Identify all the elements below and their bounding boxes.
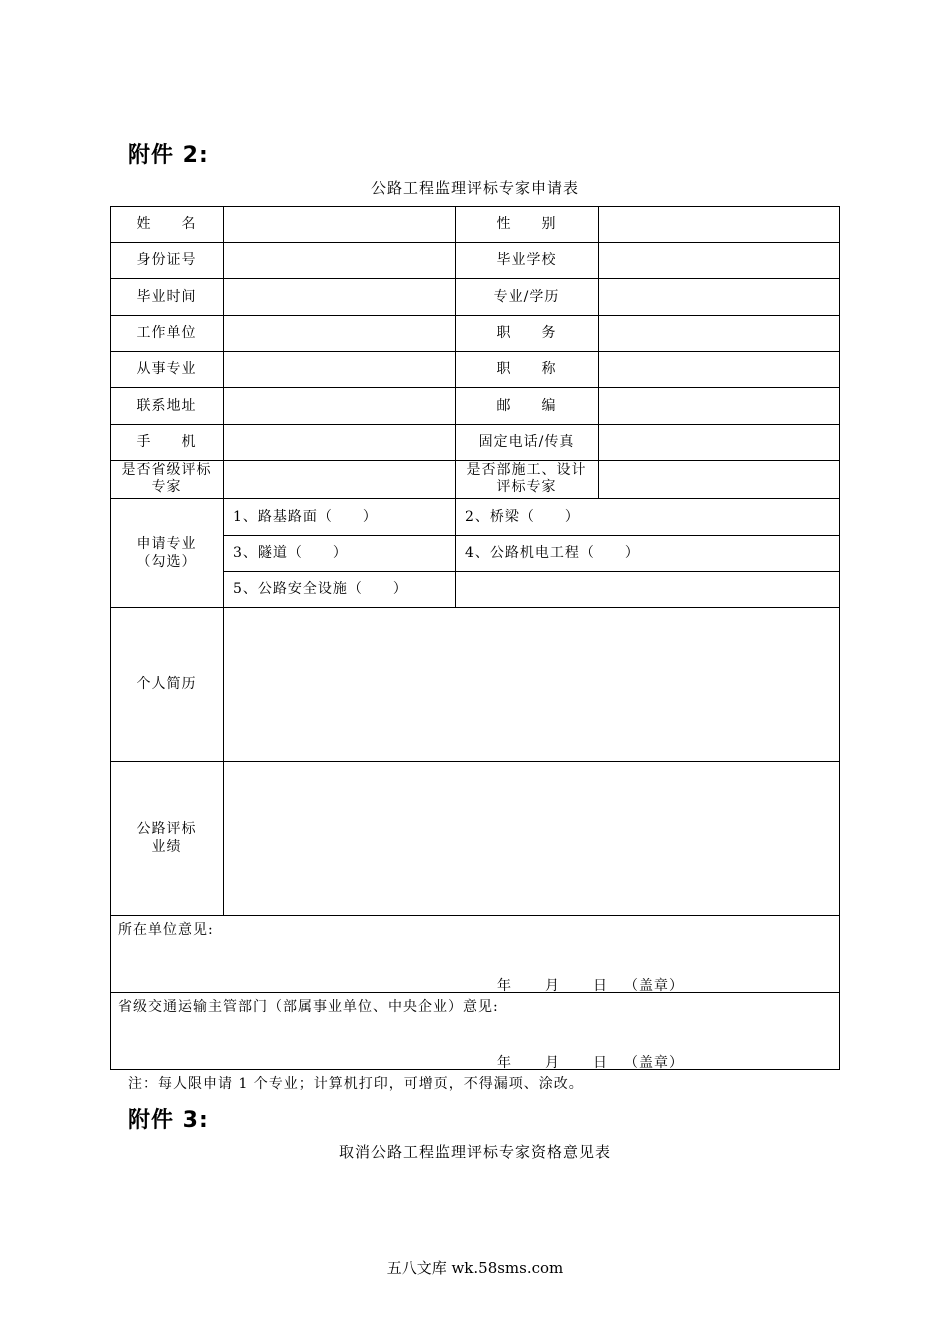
label-bid-performance-line1: 公路评标 bbox=[136, 821, 197, 837]
label-profession: 从事专业 bbox=[136, 361, 197, 377]
major-option-safety-facilities[interactable]: 5、公路安全设施（ ） bbox=[233, 581, 408, 597]
attachment-3-heading: 附件 3: bbox=[128, 1108, 209, 1133]
major-option-electromechanical[interactable]: 4、公路机电工程（ ） bbox=[465, 545, 640, 561]
label-gender: 性 别 bbox=[496, 216, 557, 232]
attachment-3-title: 取消公路工程监理评标专家资格意见表 bbox=[338, 1143, 611, 1161]
unit-opinion-date: 年 月 日 bbox=[497, 978, 609, 994]
label-unit-opinion: 所在单位意见: bbox=[118, 922, 214, 938]
label-ministry-expert: 是否部施工、设计评标专家 bbox=[466, 462, 587, 495]
label-address: 联系地址 bbox=[136, 397, 197, 414]
provincial-opinion-seal: （盖章） bbox=[624, 1055, 684, 1071]
label-graduation-date: 毕业时间 bbox=[136, 288, 197, 305]
form-title: 公路工程监理评标专家申请表 bbox=[370, 179, 579, 197]
label-position: 职 务 bbox=[496, 325, 557, 341]
label-postcode: 邮 编 bbox=[496, 397, 557, 414]
unit-opinion-seal: （盖章） bbox=[624, 978, 684, 994]
label-mobile: 手 机 bbox=[136, 434, 197, 450]
label-bid-performance-line2: 业绩 bbox=[151, 839, 182, 855]
footer-watermark: 五八文库 wk.58sms.com bbox=[386, 1259, 564, 1277]
label-phone-fax: 固定电话/传真 bbox=[478, 434, 575, 450]
label-apply-major bbox=[110, 498, 223, 607]
major-option-bridge[interactable]: 2、桥梁（ ） bbox=[465, 508, 580, 525]
label-bid-performance bbox=[110, 761, 223, 915]
label-id-number: 身份证号 bbox=[136, 252, 197, 268]
label-provincial-opinion: 省级交通运输主管部门（部属事业单位、中央企业）意见: bbox=[118, 999, 499, 1015]
form-note: 注：每人限申请 1 个专业；计算机打印，可增页，不得漏项、涂改。 bbox=[128, 1076, 584, 1092]
attachment-2-heading: 附件 2: bbox=[128, 143, 209, 168]
major-option-subgrade[interactable]: 1、路基路面（ ） bbox=[233, 508, 378, 525]
label-major-degree: 专业/学历 bbox=[493, 288, 560, 305]
label-graduate-school: 毕业学校 bbox=[496, 252, 557, 268]
label-name: 姓 名 bbox=[136, 216, 197, 232]
label-apply-major-line1: 申请专业 bbox=[136, 535, 197, 552]
provincial-opinion-date: 年 月 日 bbox=[497, 1055, 609, 1071]
label-apply-major-line2: （勾选） bbox=[136, 553, 197, 570]
label-provincial-expert: 是否省级评标专家 bbox=[121, 462, 212, 495]
label-title: 职 称 bbox=[496, 361, 557, 377]
label-employer: 工作单位 bbox=[136, 325, 197, 341]
label-resume: 个人简历 bbox=[136, 676, 197, 692]
major-option-tunnel[interactable]: 3、隧道（ ） bbox=[233, 545, 348, 561]
